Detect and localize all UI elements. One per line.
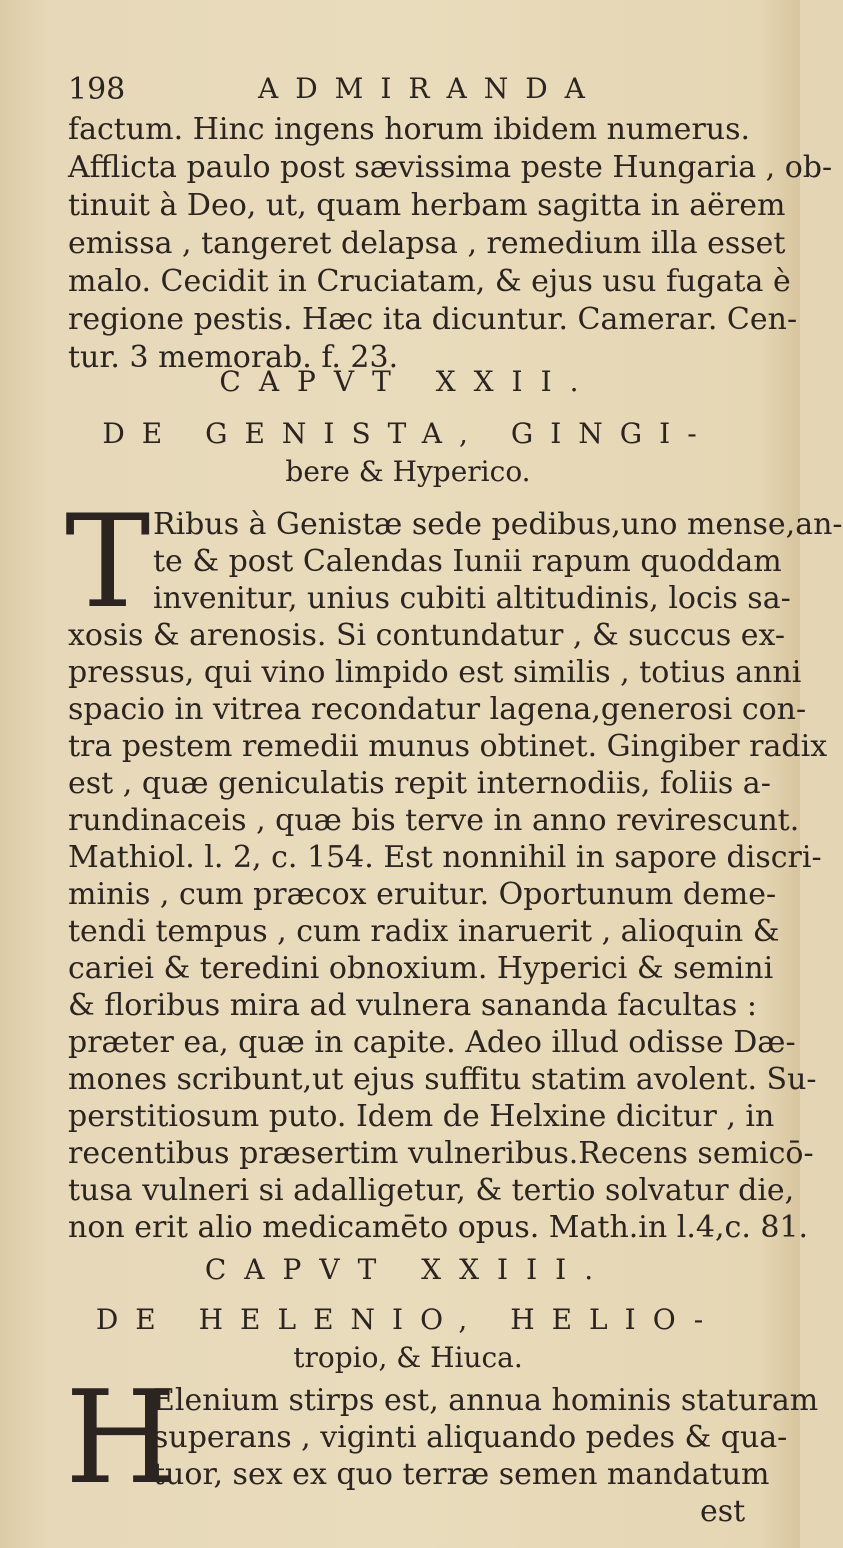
text-line: est , quæ geniculatis repit internodiis, foliis a- [68,766,771,801]
text-line: non erit alio medicamēto opus. Math.in l.4,c. 81. [68,1210,809,1245]
text-line: Elenium stirps est, annua hominis staturam [153,1383,819,1418]
catchword: est [700,1494,746,1529]
text-line: tendi tempus , cum radix inaruerit , alioquin & [68,914,780,949]
page-number: 198 [68,72,126,107]
chapter-subtitle: bere & Hyperico. [285,455,531,488]
text-line: tinuit à Deo, ut, quam herbam sagitta in aërem [68,188,786,223]
text-line: rundinaceis , quæ bis terve in anno revirescunt. [68,803,800,838]
text-line: Mathiol. l. 2, c. 154. Est nonnihil in sapore discri- [68,840,822,875]
drop-cap: H [65,1364,177,1513]
text-line: & floribus mira ad vulnera sananda facultas : [68,988,757,1023]
chapter-title: DE GENISTA, GINGI- [102,417,714,450]
text-line: tra pestem remedii munus obtinet. Gingiber radix [68,729,828,764]
text-line: superans , viginti aliquando pedes & qua- [153,1420,788,1455]
text-line: tusa vulneri si adalligetur, & tertio solvatur die, [68,1173,795,1208]
text-line: præter ea, quæ in capite. Adeo illud odisse Dæ- [68,1025,796,1060]
text-line: minis , cum præcox eruitur. Oportunum deme- [68,877,777,912]
drop-cap: T [65,488,151,637]
text-line: perstitiosum puto. Idem de Helxine dicitur , in [68,1099,775,1134]
text-line: recentibus præsertim vulneribus.Recens semicō- [68,1136,814,1171]
text-line: pressus, qui vino limpido est similis , totius anni [68,655,802,690]
text-line: xosis & arenosis. Si contundatur , & succus ex- [68,618,786,653]
chapter-heading: CAPVT XXII. [219,365,597,398]
text-line: emissa , tangeret delapsa , remedium illa esset [68,226,786,261]
text-line: regione pestis. Hæc ita dicuntur. Camerar. Cen- [68,302,798,337]
text-line: mones scribunt,ut ejus suffitu statim avolent. Su- [68,1062,817,1097]
text-line: te & post Calendas Iunii rapum quoddam [153,544,782,579]
text-line: cariei & teredini obnoxium. Hyperici & semini [68,951,774,986]
text-line: invenitur, unius cubiti altitudinis, locis sa- [153,581,791,616]
chapter-heading: CAPVT XXIII. [204,1253,612,1286]
text-line: tur. 3 memorab. f. 23. [68,340,399,375]
text-line: malo. Cecidit in Cruciatam, & ejus usu fugata è [68,264,791,299]
text-line: Afflicta paulo post sævissima peste Hungaria , ob- [68,150,833,185]
text-line: factum. Hinc ingens horum ibidem numerus. [68,112,751,147]
chapter-subtitle: tropio, & Hiuca. [293,1341,523,1374]
running-title: ADMIRANDA [258,72,602,105]
text-line: spacio in vitrea recondatur lagena,generosi con- [68,692,807,727]
text-line: Ribus à Genistæ sede pedibus,uno mense,an- [153,507,843,542]
chapter-title: DE HELENIO, HELIO- [95,1303,721,1336]
text-line: tuor, sex ex quo terræ semen mandatum [153,1457,770,1492]
running-head [68,72,748,112]
